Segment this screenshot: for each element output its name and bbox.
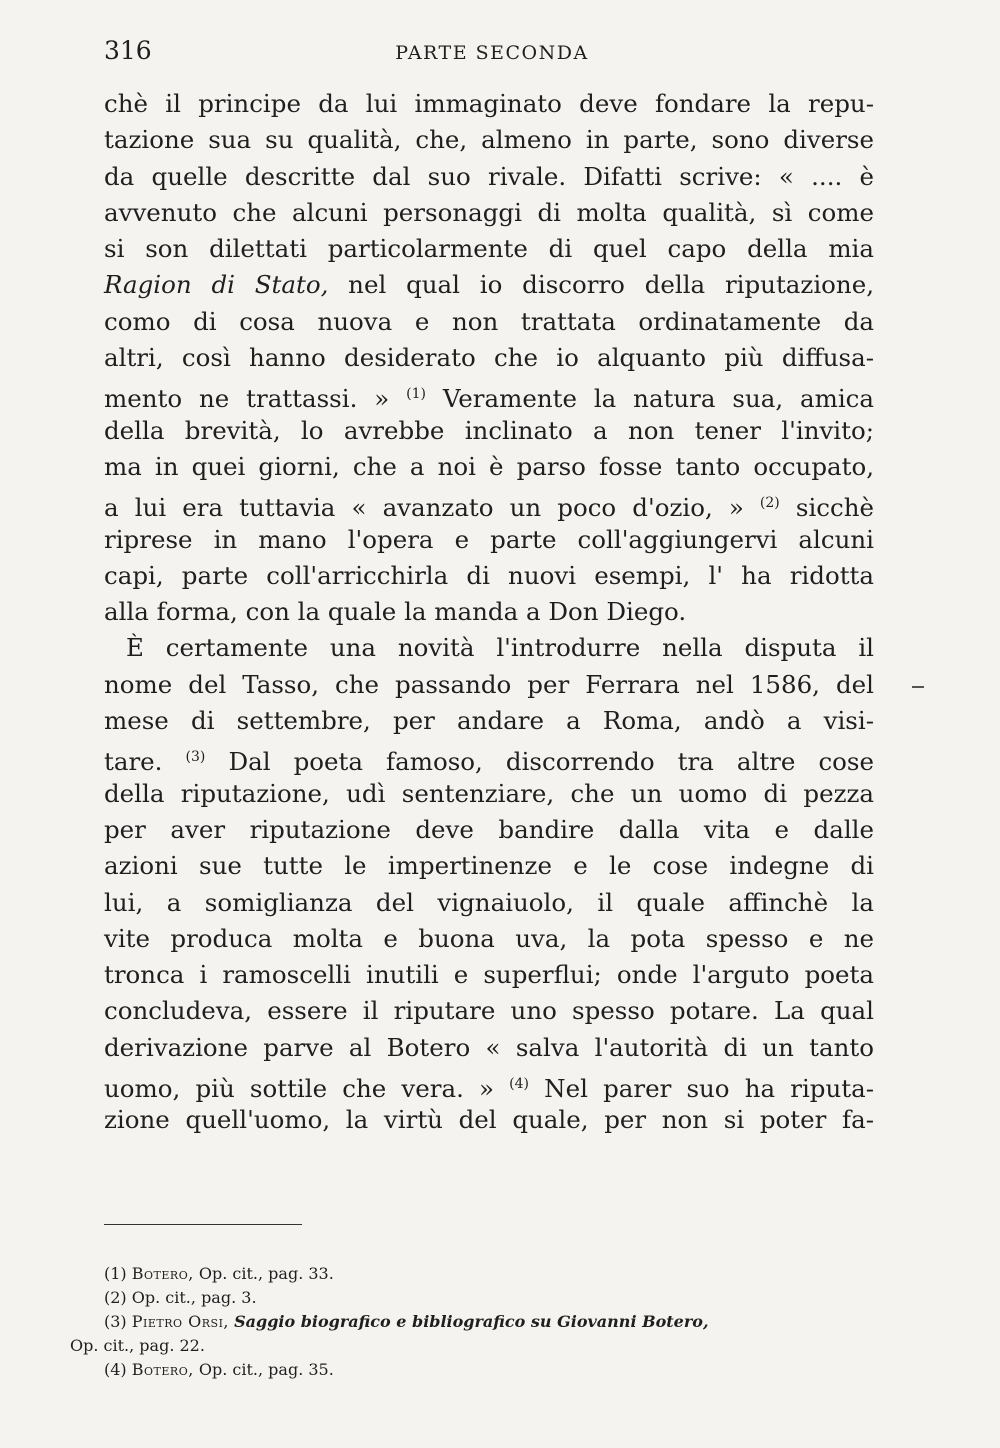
line-text: Nel parer suo ha riputa- bbox=[529, 1074, 874, 1104]
page-header bbox=[104, 36, 880, 76]
text-line: chè il principe da lui immaginato deve fondare la repu- bbox=[104, 89, 874, 118]
text-line bbox=[104, 267, 874, 303]
text-line: della brevità, lo avrebbe inclinato a non tener l'invito; bbox=[104, 415, 874, 445]
line-text: tare. bbox=[104, 747, 186, 777]
line-text: a lui era tuttavia « avanzato un poco d'ozio, » bbox=[104, 493, 760, 523]
text-line: tazione sua su qualità, che, almeno in parte, sono diverse bbox=[104, 125, 874, 155]
footnote-divider bbox=[104, 1224, 302, 1225]
margin-mark bbox=[912, 686, 924, 688]
text-line bbox=[104, 376, 874, 412]
text-line: altri, così hanno desiderato che io alquanto più diffusa- bbox=[104, 343, 874, 373]
footnote-text: Op. cit., pag. 33. bbox=[193, 1264, 334, 1283]
footnote-ref: (2) bbox=[759, 495, 780, 512]
text-line: avvenuto che alcuni personaggi di molta qualità, sì come bbox=[104, 197, 874, 227]
footnote bbox=[70, 1262, 870, 1286]
page-number: 316 bbox=[104, 36, 152, 65]
text-line: azioni sue tutte le impertinenze e le cose indegne di bbox=[104, 851, 874, 881]
text-line: lui, a somiglianza del vignaiuolo, il quale affinchè la bbox=[104, 887, 874, 917]
line-text: mento ne trattassi. » bbox=[104, 384, 407, 414]
line-text: uomo, più sottile che vera. » bbox=[104, 1074, 510, 1104]
body-text bbox=[104, 86, 874, 1139]
footnote-author: Pietro Orsi, bbox=[131, 1312, 229, 1331]
text-line: ma in quei giorni, che a noi è parso fosse tanto occupato, bbox=[104, 451, 874, 481]
footnote-number: (1) bbox=[104, 1264, 127, 1283]
text-line: da quelle descritte dal suo rivale. Difatti scrive: « .... è bbox=[104, 161, 874, 191]
line-text: sicchè bbox=[779, 493, 874, 523]
line-text: Veramente la natura sua, amica bbox=[425, 384, 874, 414]
footnote bbox=[70, 1286, 870, 1310]
footnote-ref: (3) bbox=[185, 749, 206, 766]
text-line: nome del Tasso, che passando per Ferrara nel 1586, del bbox=[104, 669, 874, 699]
footnotes bbox=[70, 1262, 870, 1382]
text-line: derivazione parve al Botero « salva l'autorità di un tanto bbox=[104, 1032, 874, 1062]
text-line: per aver riputazione deve bandire dalla vita e dalle bbox=[104, 814, 874, 844]
footnote-ref: (1) bbox=[406, 386, 426, 403]
footnote-number: (3) bbox=[104, 1312, 127, 1331]
book-title: Ragion di Stato, bbox=[104, 270, 329, 300]
text-line: mese di settembre, per andare a Roma, andò a visi- bbox=[104, 706, 874, 736]
text-line: È certamente una novità l'introdurre nella disputa il bbox=[126, 633, 874, 663]
footnote bbox=[70, 1310, 870, 1334]
footnote-number: (4) bbox=[104, 1360, 127, 1379]
footnote-continuation: Op. cit., pag. 22. bbox=[70, 1336, 205, 1355]
text-line: riprese in mano l'opera e parte coll'aggiungervi alcuni bbox=[104, 524, 874, 554]
running-head: PARTE SECONDA bbox=[395, 42, 589, 64]
text-line: vite produca molta e buona uva, la pota spesso e ne bbox=[104, 923, 874, 953]
text-line: alla forma, con la quale la manda a Don Diego. bbox=[104, 597, 687, 627]
footnote-text: Op. cit., pag. 35. bbox=[193, 1360, 334, 1379]
footnote-author: Botero, bbox=[131, 1360, 194, 1379]
text-line: concludeva, essere il riputare uno spesso potare. La qual bbox=[104, 996, 874, 1026]
footnote bbox=[70, 1358, 870, 1382]
text-line: si son dilettati particolarmente di quel capo della mia bbox=[104, 234, 874, 264]
text-line bbox=[104, 1066, 874, 1102]
text-line bbox=[104, 485, 874, 521]
footnote-text: Op. cit., pag. 3. bbox=[131, 1288, 257, 1307]
text-line: zione quell'uomo, la virtù del quale, per non si poter fa- bbox=[104, 1105, 874, 1135]
text-line: como di cosa nuova e non trattata ordinatamente da bbox=[104, 306, 874, 336]
line-text: nel qual io discorro della riputazione, bbox=[328, 270, 874, 300]
text-line: tronca i ramoscelli inutili e superflui; onde l'arguto poeta bbox=[104, 960, 874, 990]
footnote-author: Botero, bbox=[131, 1264, 194, 1283]
text-line: della riputazione, udì sentenziare, che un uomo di pezza bbox=[104, 778, 874, 808]
footnote-number: (2) bbox=[104, 1288, 127, 1307]
footnote-title: Saggio biografico e bibliografico su Giovanni Botero, bbox=[234, 1312, 709, 1331]
line-text: Dal poeta famoso, discorrendo tra altre cose bbox=[205, 747, 874, 777]
text-line: capi, parte coll'arricchirla di nuovi esempi, l' ha ridotta bbox=[104, 560, 874, 590]
footnote-ref: (4) bbox=[509, 1076, 529, 1093]
text-line bbox=[104, 739, 874, 775]
